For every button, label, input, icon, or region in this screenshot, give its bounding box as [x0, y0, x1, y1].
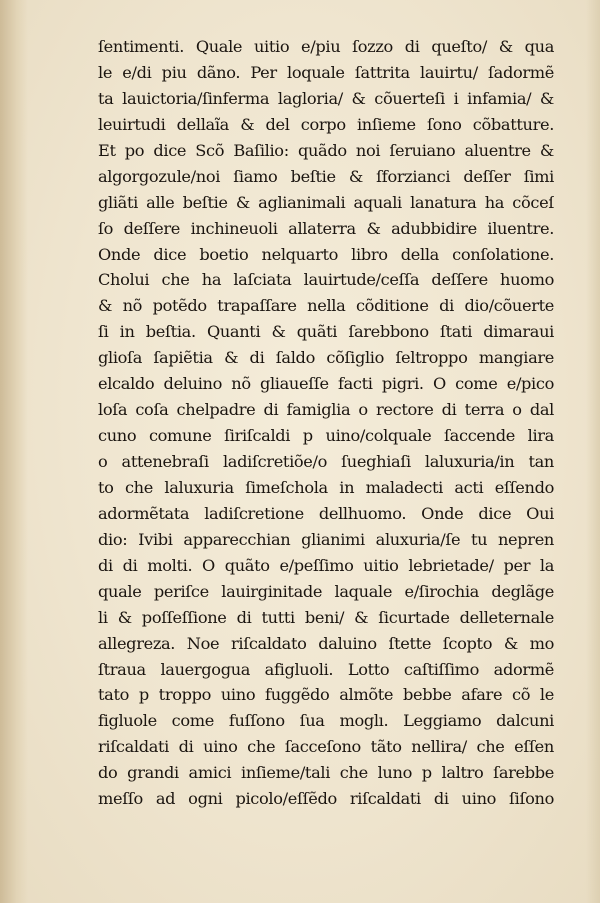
text-line: allegreza. Noe riſcaldato daluino ſtette ſcopto & mo: [98, 633, 554, 653]
text-line: ſi in beſtia. Quanti & quãti ſarebbono ſtati dimaraui: [98, 322, 554, 342]
text-line: ſo deſſere inchineuoli allaterra & adubbidire iluentre.: [98, 218, 554, 238]
text-line: Et po dice Scõ Baſilio: quãdo noi ſeruiano aluentre &: [98, 140, 554, 160]
text-line: li & poſſeſſione di tutti beni/ & ſicurtade delleternale: [98, 607, 554, 627]
text-line: Cholui che ha laſciata lauirtude/ceſſa deſſere huomo: [98, 270, 554, 290]
text-line: ta lauictoria/ſinferma lagloria/ & cõuerteſi i infamia/ &: [98, 88, 554, 108]
text-line: o attenebraſi ladiſcretiõe/o ſueghiaſi laluxuria/in tan: [98, 452, 554, 471]
text-line: di di molti. O quãto e/peſſimo uitio lebrietade/ per la: [98, 555, 554, 575]
text-line: glioſa ſapiẽtia & di ſaldo cõſiglio ſeltroppo mangiare: [98, 348, 554, 368]
text-line: elcaldo deluino nõ gliaueſſe facti pigri. O come e/pico: [98, 374, 554, 394]
text-line: do grandi amici inſieme/tali che luno p laltro ſarebbe: [98, 763, 554, 783]
text-line: tato p troppo uino fuggẽdo almõte bebbe afare cõ le: [98, 685, 554, 705]
text-block: [98, 34, 554, 812]
text-line: meſſo ad ogni picolo/eſſẽdo riſcaldati di uino ſiſono: [98, 789, 554, 809]
text-line: ſtraua lauergogua afigluoli. Lotto caſtiſſimo adormẽ: [98, 659, 554, 679]
text-line: ſentimenti. Quale uitio e/piu ſozzo di queſto/ & qua: [98, 37, 554, 56]
text-line: adormẽtata ladiſcretione dellhuomo. Onde dice Oui: [98, 503, 554, 523]
text-line: dio: Ivibi apparecchian glianimi aluxuria/ſe tu nepren: [98, 529, 554, 549]
text-line: & nõ potẽdo trapaſſare nella cõditione di dio/cõuerte: [98, 296, 554, 316]
page-edge: [586, 0, 600, 903]
text-line: quale periſce lauirginitade laquale e/ſirochia deglãge: [98, 581, 554, 601]
text-line: figluole come fuſſono ſua moglı. Leggiamo dalcuni: [98, 711, 554, 731]
text-line: gliãti alle beſtie & aglianimali aquali lanatura ha cõceſ: [98, 192, 554, 212]
text-line: algorgozule/noi ſiamo beſtie & ſforzianci deſſer ſimi: [98, 166, 554, 186]
page-gutter: [0, 0, 28, 903]
text-line: to che laluxuria ſimeſchola in maladecti acti eſſendo: [98, 477, 554, 497]
text-line: le e/di piu dãno. Per loquale ſattrita lauirtu/ ſadormẽ: [98, 62, 554, 82]
text-line: cuno comune ſiriſcaldi p uino/colquale ſaccende lira: [98, 426, 554, 446]
text-line: riſcaldati di uino che ſacceſono tãto nellira/ che eſſen: [98, 737, 554, 757]
text-line: loſa coſa chelpadre di famiglia o rectore di terra o dal: [98, 400, 554, 420]
text-line: leuirtudi dellaĩa & del corpo inſieme ſono cõbatture.: [98, 114, 554, 134]
text-line: Onde dice boetio nelquarto libro della conſolatione.: [98, 244, 554, 264]
